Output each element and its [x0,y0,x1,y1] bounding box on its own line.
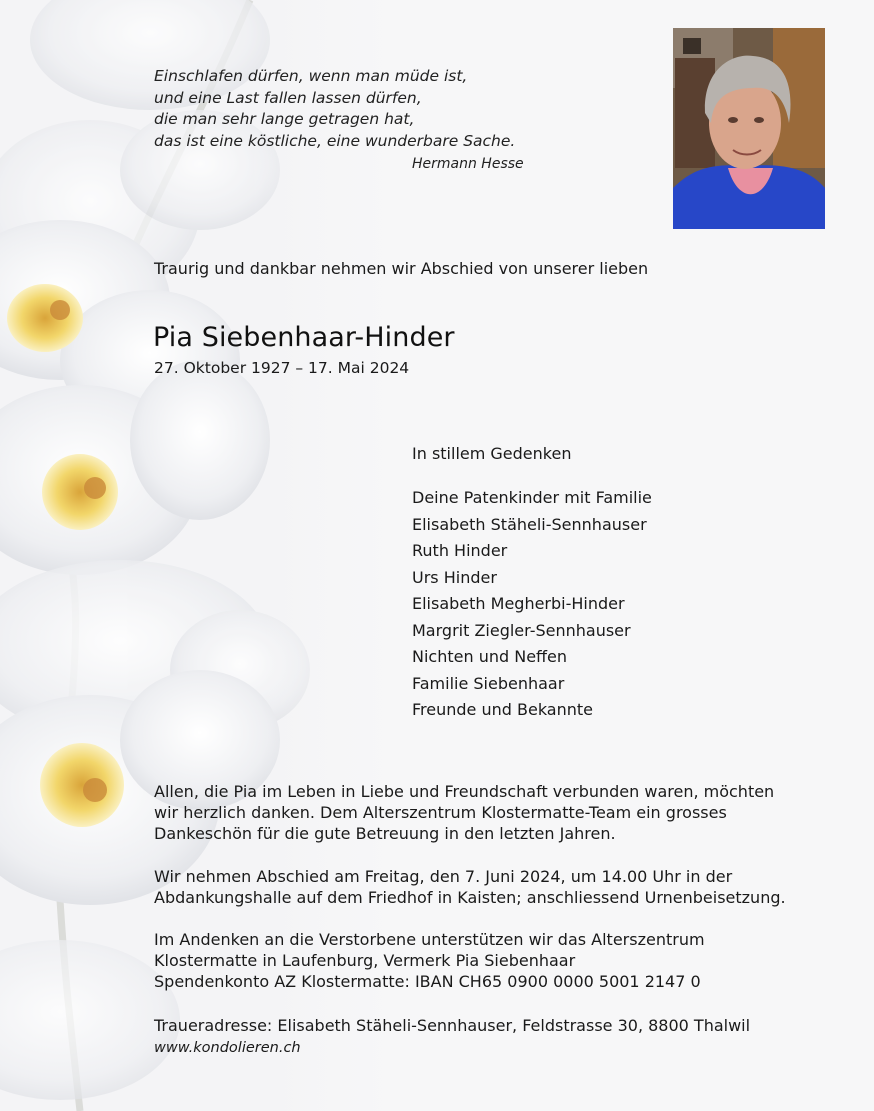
website-link[interactable]: www.kondolieren.ch [154,1040,301,1056]
mourner-item: Nichten und Neffen [412,647,568,666]
mourner-item: Deine Patenkinder mit Familie [412,488,652,507]
intro-text: Traurig und dankbar nehmen wir Abschied von unserer lieben [154,259,649,278]
mourner-item: Elisabeth Megherbi-Hinder [412,594,625,613]
mourner-item: Elisabeth Stäheli-Sennhauser [412,514,647,534]
quote-line: die man sehr lange getragen hat, [154,110,415,128]
life-dates: 27. Oktober 1927 – 17. Mai 2024 [154,359,410,377]
deceased-name: Pia Siebenhaar-Hinder [153,322,455,353]
mourner-item: Ruth Hinder [412,541,508,560]
thanks-paragraph [154,781,844,844]
hesse-quote [154,66,574,152]
farewell-paragraph [154,866,844,908]
mourners-list [412,485,652,724]
donation-line: Klostermatte in Laufenburg, Vermerk Pia Siebenhaar [154,951,576,970]
thanks-line: wir herzlich danken. Dem Alterszentrum Klostermatte-Team ein grosses [154,803,727,822]
quote-line: Einschlafen dürfen, wenn man müde ist, [154,67,468,85]
quote-line: das ist eine köstliche, eine wunderbare Sache. [154,131,516,150]
address-line: Traueradresse: Elisabeth Stäheli-Sennhauser, Feldstrasse 30, 8800 Thalwil [154,1016,751,1035]
mourner-item: Margrit Ziegler-Sennhauser [412,620,631,640]
memory-heading: In stillem Gedenken [412,444,572,463]
farewell-line: Abdankungshalle auf dem Friedhof in Kaisten; anschliessend Urnenbeisetzung. [154,888,786,907]
thanks-line: Allen, die Pia im Leben in Liebe und Freundschaft verbunden waren, möchten [154,782,775,801]
donation-line: Spendenkonto AZ Klostermatte: IBAN CH65 0900 0000 5001 2147 0 [154,972,701,991]
donation-line: Im Andenken an die Verstorbene unterstützen wir das Alterszentrum [154,930,705,949]
portrait-photo [673,28,825,229]
mourner-item: Urs Hinder [412,567,497,587]
mourning-address [154,1015,844,1036]
mourner-item: Freunde und Bekannte [412,700,594,719]
farewell-line: Wir nehmen Abschied am Freitag, den 7. Juni 2024, um 14.00 Uhr in der [154,867,733,886]
mourner-item: Familie Siebenhaar [412,673,565,693]
donation-paragraph [154,929,844,992]
quote-author: Hermann Hesse [412,156,524,172]
quote-line: und eine Last fallen lassen dürfen, [154,88,422,107]
thanks-line: Dankeschön für die gute Betreuung in den letzten Jahren. [154,824,616,843]
